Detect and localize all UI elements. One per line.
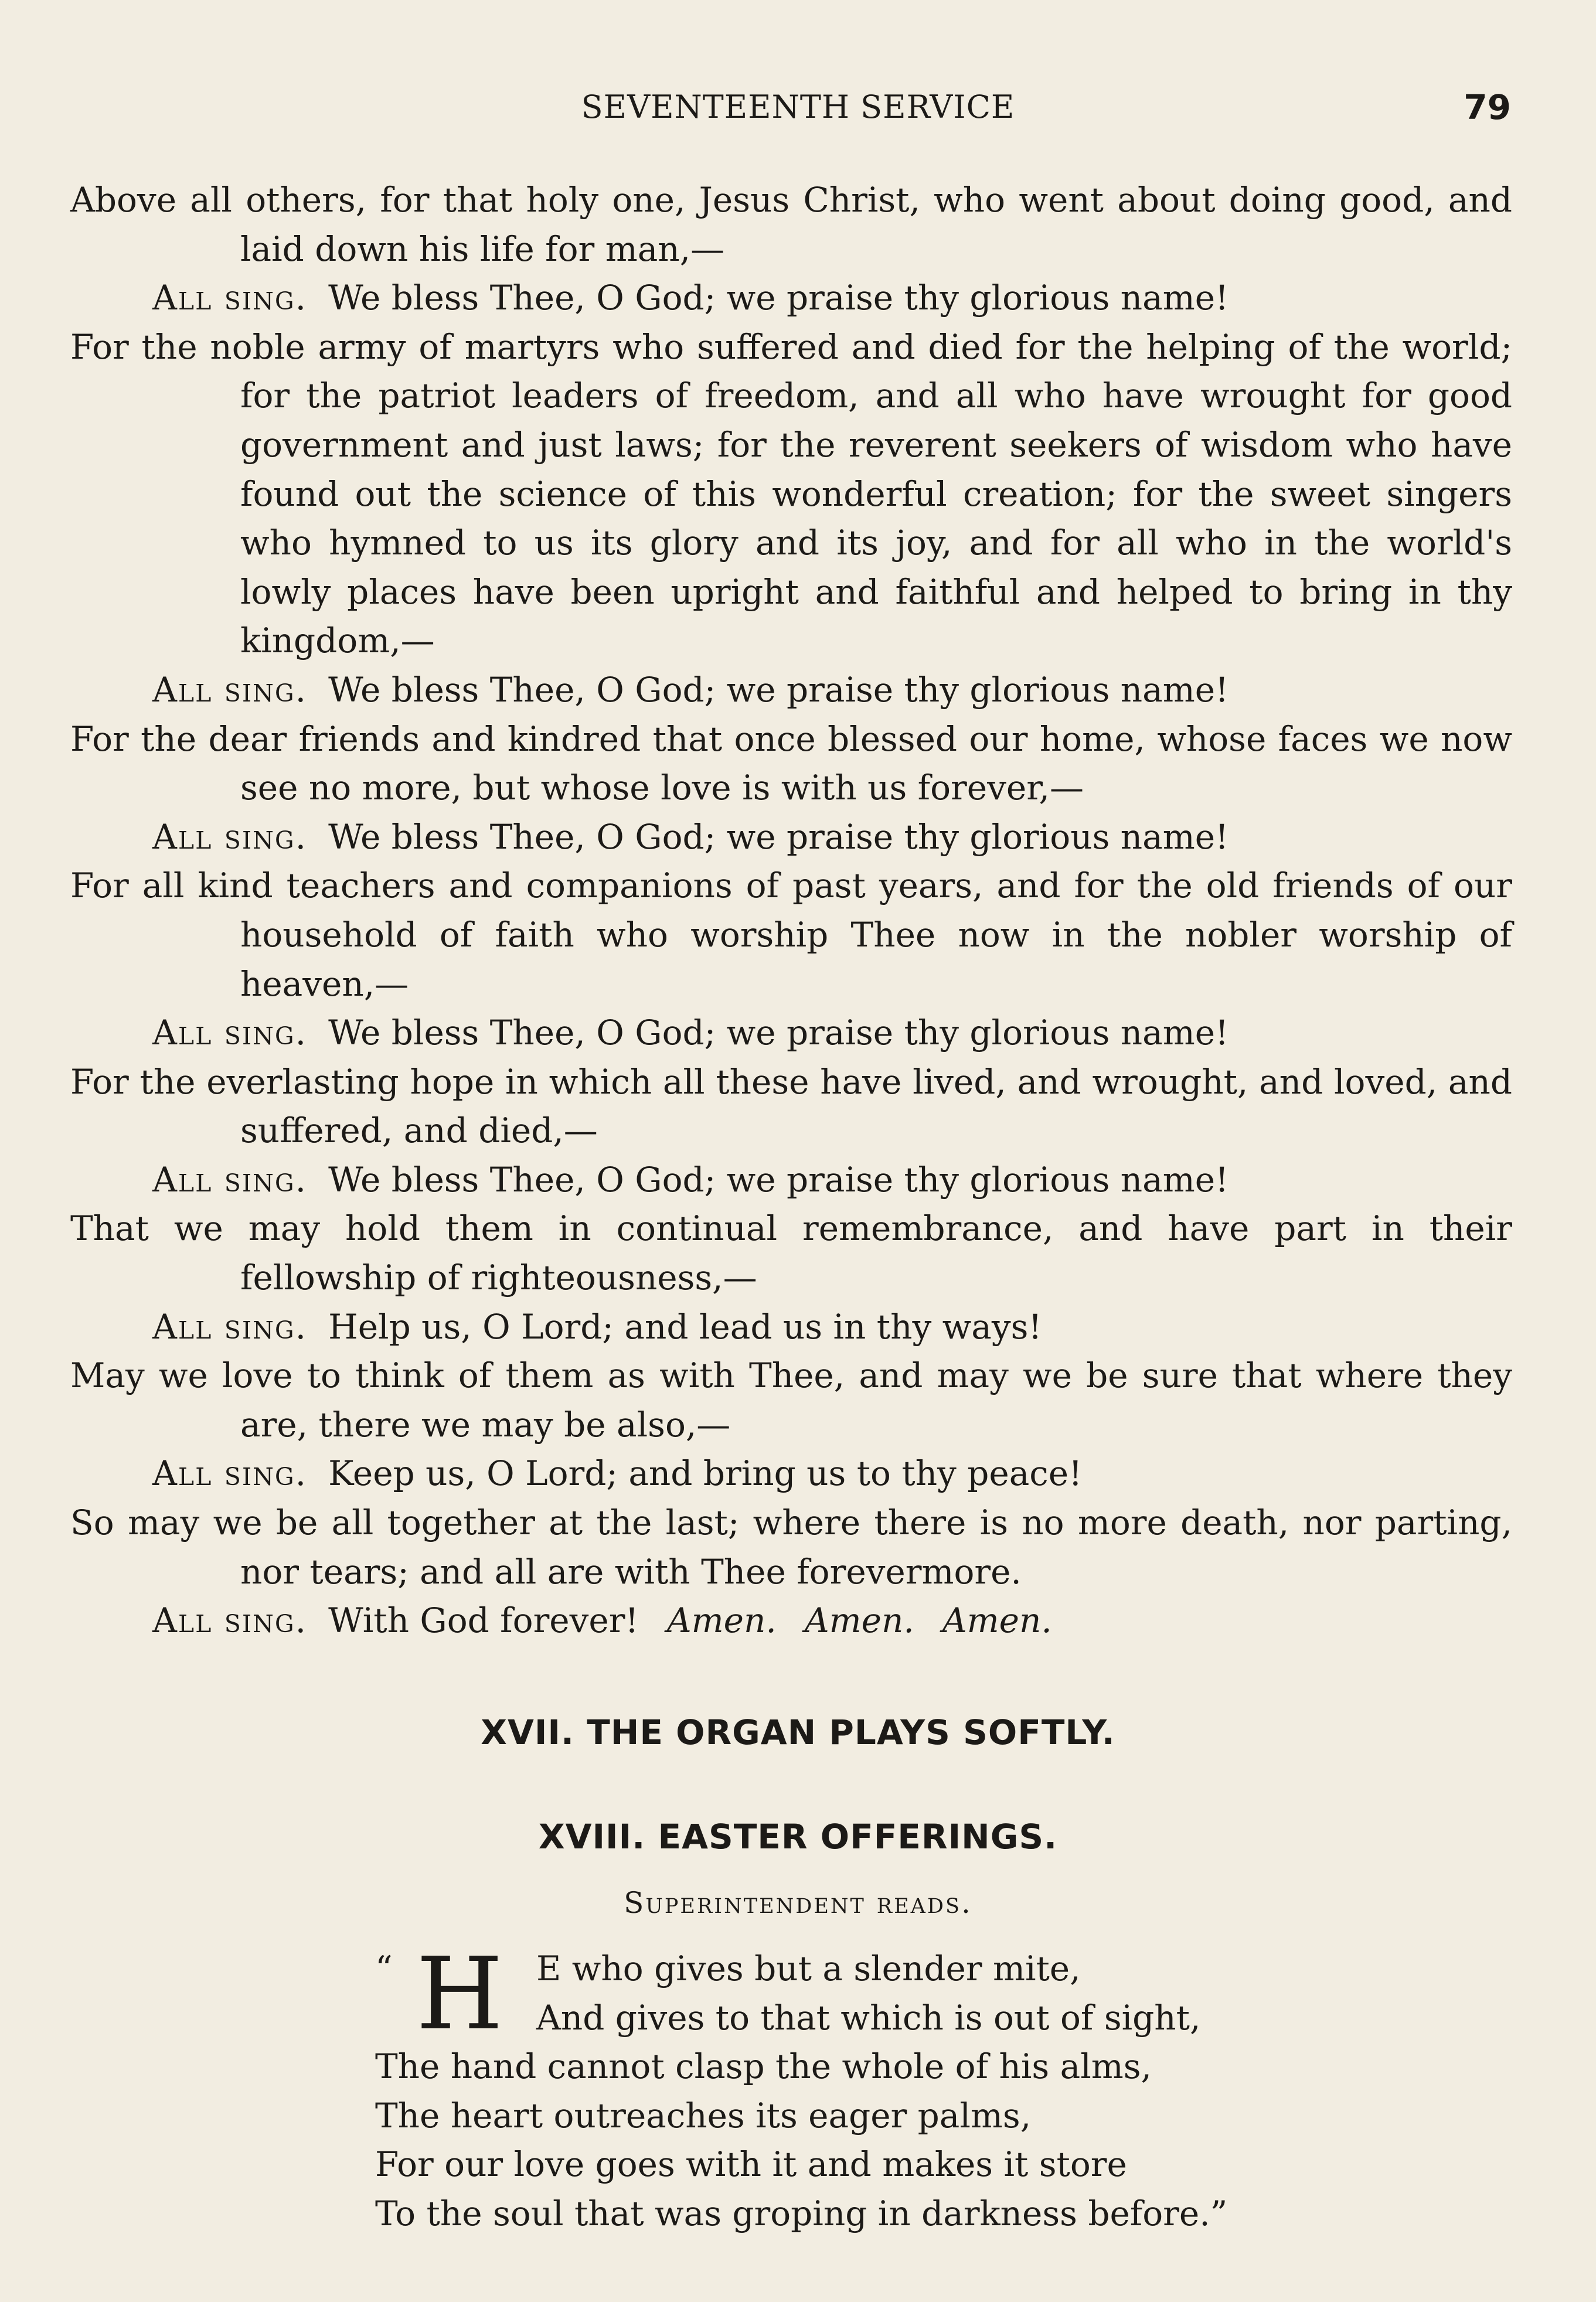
response-label: All sing. bbox=[152, 1600, 308, 1641]
poem-line: The hand cannot clasp the whole of his alms, bbox=[375, 2046, 1152, 2087]
petition: May we love to think of them as with Thee, and may we be sure that where they are, there we may be also,— bbox=[70, 1356, 1512, 1445]
response-label: All sing. bbox=[152, 816, 308, 857]
amen: Amen. bbox=[666, 1600, 777, 1641]
page-number: 79 bbox=[1464, 87, 1511, 127]
poem-line: For our love goes with it and makes it store bbox=[375, 2144, 1127, 2185]
poem bbox=[375, 1936, 1228, 2239]
petition: That we may hold them in continual remembrance, and have part in their fellowship of righteousness,— bbox=[70, 1208, 1512, 1298]
response-label: All sing. bbox=[152, 1453, 308, 1494]
response-text: We bless Thee, O God; we praise thy glorious name! bbox=[328, 816, 1229, 857]
petition: Above all others, for that holy one, Jesus Christ, who went about doing good, and laid down his life for man,— bbox=[70, 180, 1512, 269]
response-text: We bless Thee, O God; we praise thy glorious name! bbox=[328, 1013, 1229, 1053]
reader-direction: Superintendent reads. bbox=[624, 1886, 972, 1920]
petition: For the noble army of martyrs who suffered and died for the helping of the world; for the patriot leaders of freedom, and all who have wrought for good government and just laws; for the reverent seekers of wisdom who have found out the science of this wonderful creation; for the sweet singers who hymned to us its glory and its joy, and for all who in the world's lowly places have been upright and faithful and helped to bring in thy kingdom,— bbox=[70, 326, 1512, 661]
response-label: All sing. bbox=[152, 1306, 308, 1347]
poem-line: The heart outreaches its eager palms, bbox=[375, 2095, 1032, 2136]
response-label: All sing. bbox=[152, 1013, 308, 1053]
response-text: We bless Thee, O God; we praise thy glorious name! bbox=[328, 1159, 1229, 1200]
response bbox=[70, 274, 1512, 323]
response-label: All sing. bbox=[152, 669, 308, 710]
litany bbox=[70, 176, 1512, 1646]
open-quote: “ bbox=[375, 1949, 393, 1988]
response-text: Keep us, O Lord; and bring us to thy peace! bbox=[328, 1453, 1083, 1494]
petition: For the everlasting hope in which all these have lived, and wrought, and loved, and suffered, and died,— bbox=[70, 1061, 1512, 1151]
poem-first-line bbox=[375, 1936, 1227, 2052]
running-title: SEVENTEENTH SERVICE bbox=[581, 88, 1015, 125]
petition: So may we be all together at the last; where there is no more death, nor parting, nor tears; and all are with Thee forevermore. bbox=[70, 1503, 1512, 1592]
response-label: All sing. bbox=[152, 1159, 308, 1200]
poem-line: E who gives but a slender mite, bbox=[536, 1949, 1081, 1988]
section-heading-offerings: XVIII. EASTER OFFERINGS. bbox=[538, 1817, 1058, 1857]
response bbox=[70, 666, 1512, 715]
drop-cap: H bbox=[416, 1936, 503, 2052]
response-text: Help us, O Lord; and lead us in thy ways! bbox=[328, 1306, 1042, 1347]
response bbox=[70, 813, 1512, 862]
poem-line: To the soul that was groping in darkness before.” bbox=[375, 2193, 1228, 2233]
response-label: All sing. bbox=[152, 278, 308, 318]
running-head bbox=[0, 87, 1596, 128]
response bbox=[70, 1449, 1512, 1499]
response bbox=[70, 1596, 1512, 1646]
amen: Amen. bbox=[804, 1600, 914, 1641]
petition: For the dear friends and kindred that once blessed our home, whose faces we now see no more, but whose love is with us forever,— bbox=[70, 718, 1512, 808]
response-text: With God forever! bbox=[328, 1600, 639, 1641]
poem-line: And gives to that which is out of sight, bbox=[536, 1997, 1201, 2038]
response bbox=[70, 1009, 1512, 1058]
petition: For all kind teachers and companions of past years, and for the old friends of our household of faith who worship Thee now in the nobler worship of heaven,— bbox=[70, 866, 1512, 1004]
section-heading-organ: XVII. THE ORGAN PLAYS SOFTLY. bbox=[481, 1712, 1115, 1752]
response bbox=[70, 1156, 1512, 1205]
response-text: We bless Thee, O God; we praise thy glorious name! bbox=[328, 669, 1229, 710]
response-text: We bless Thee, O God; we praise thy glorious name! bbox=[328, 278, 1229, 318]
response bbox=[70, 1303, 1512, 1352]
amen: Amen. bbox=[942, 1600, 1052, 1641]
